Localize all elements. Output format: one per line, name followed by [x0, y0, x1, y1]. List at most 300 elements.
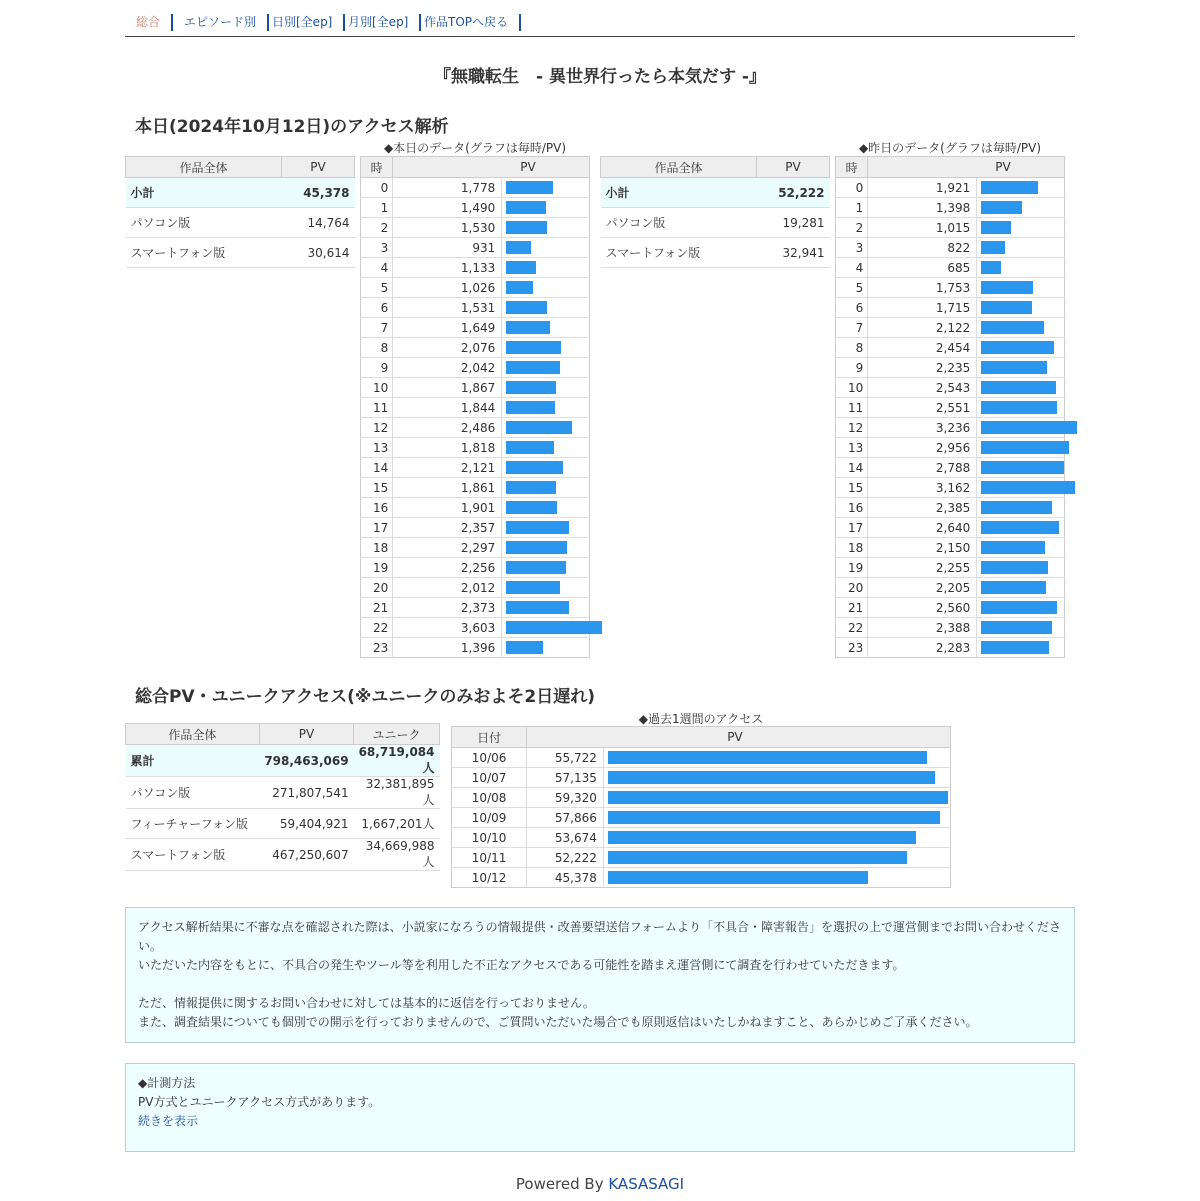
hour-row — [836, 558, 1065, 578]
hour-label: 10 — [361, 378, 393, 398]
week-row — [452, 788, 951, 808]
hour-pv-value: 2,283 — [868, 638, 977, 658]
row-value: 32,941 — [757, 238, 830, 268]
hour-row — [361, 178, 590, 198]
hour-pv-bar — [506, 641, 543, 654]
hour-row — [361, 298, 590, 318]
hour-pv-value: 1,867 — [393, 378, 502, 398]
hour-pv-bar — [981, 621, 1052, 634]
hour-pv-value: 685 — [868, 258, 977, 278]
table-row — [126, 238, 355, 268]
hour-pv-bar — [506, 341, 561, 354]
total-summary-table — [125, 723, 440, 871]
hour-row — [361, 478, 590, 498]
kasasagi-link[interactable]: KASASAGI — [608, 1175, 685, 1193]
top-nav — [125, 11, 1075, 37]
week-date: 10/08 — [452, 788, 527, 808]
hour-pv-bar — [506, 281, 533, 294]
hour-pv-value: 2,205 — [868, 578, 977, 598]
hour-label: 6 — [836, 298, 868, 318]
week-date: 10/07 — [452, 768, 527, 788]
hour-row — [836, 398, 1065, 418]
week-date: 10/06 — [452, 748, 527, 768]
hour-label: 7 — [836, 318, 868, 338]
hour-row — [361, 358, 590, 378]
row-label: パソコン版 — [601, 208, 757, 238]
hour-pv-bar — [506, 501, 557, 514]
hour-pv-value: 2,373 — [393, 598, 502, 618]
hour-label: 15 — [836, 478, 868, 498]
hour-bar-cell — [502, 198, 590, 218]
hour-pv-bar — [506, 621, 602, 634]
notice-spacer — [138, 975, 1062, 994]
hour-bar-cell — [977, 318, 1065, 338]
week-date: 10/12 — [452, 868, 527, 888]
hour-pv-value: 2,357 — [393, 518, 502, 538]
hour-label: 23 — [836, 638, 868, 658]
hour-row — [836, 318, 1065, 338]
hour-row — [361, 498, 590, 518]
col-date: 日付 — [452, 727, 527, 748]
hour-bar-cell — [977, 438, 1065, 458]
hour-pv-value: 1,015 — [868, 218, 977, 238]
week-pv-bar — [608, 851, 907, 864]
table-row — [126, 178, 355, 208]
week-row — [452, 808, 951, 828]
hour-pv-value: 2,076 — [393, 338, 502, 358]
row-unique: 32,381,895人 — [354, 777, 440, 809]
week-bar-cell — [603, 748, 950, 768]
hour-row — [836, 338, 1065, 358]
col-pv: PV — [868, 157, 1065, 178]
hour-row — [361, 638, 590, 658]
hour-label: 22 — [836, 618, 868, 638]
hour-bar-cell — [977, 498, 1065, 518]
hour-bar-cell — [502, 578, 590, 598]
hour-row — [361, 578, 590, 598]
row-pv: 798,463,069 — [259, 745, 353, 777]
hour-pv-bar — [981, 461, 1064, 474]
table-row — [126, 208, 355, 238]
hour-pv-bar — [981, 541, 1045, 554]
week-pv-bar — [608, 811, 940, 824]
hour-row — [361, 318, 590, 338]
hour-pv-value: 1,396 — [393, 638, 502, 658]
hour-pv-value: 2,256 — [393, 558, 502, 578]
hour-bar-cell — [502, 178, 590, 198]
hour-pv-bar — [981, 221, 1011, 234]
footer — [125, 1175, 1075, 1193]
week-date: 10/09 — [452, 808, 527, 828]
hour-pv-value: 2,640 — [868, 518, 977, 538]
hour-pv-value: 2,385 — [868, 498, 977, 518]
week-date: 10/10 — [452, 828, 527, 848]
hour-bar-cell — [502, 218, 590, 238]
row-value: 19,281 — [757, 208, 830, 238]
hour-label: 13 — [836, 438, 868, 458]
hour-pv-value: 1,531 — [393, 298, 502, 318]
hour-row — [836, 638, 1065, 658]
col-hour: 時 — [361, 157, 393, 178]
hour-bar-cell — [502, 638, 590, 658]
week-pv-value: 59,320 — [527, 788, 604, 808]
hour-label: 17 — [836, 518, 868, 538]
hour-row — [361, 438, 590, 458]
hour-bar-cell — [502, 418, 590, 438]
table-row — [126, 839, 440, 871]
row-label: 累計 — [126, 745, 260, 777]
week-bar-cell — [603, 848, 950, 868]
hour-label: 14 — [361, 458, 393, 478]
hour-pv-value: 931 — [393, 238, 502, 258]
hour-pv-value: 822 — [868, 238, 977, 258]
hour-label: 17 — [361, 518, 393, 538]
hour-bar-cell — [977, 238, 1065, 258]
hour-pv-bar — [506, 361, 560, 374]
hour-label: 0 — [361, 178, 393, 198]
hour-label: 15 — [361, 478, 393, 498]
table-row — [126, 777, 440, 809]
hour-row — [836, 598, 1065, 618]
table-row — [126, 745, 440, 777]
hour-pv-value: 1,778 — [393, 178, 502, 198]
hour-pv-value: 2,543 — [868, 378, 977, 398]
hour-label: 14 — [836, 458, 868, 478]
week-row — [452, 848, 951, 868]
hour-pv-bar — [981, 201, 1022, 214]
week-pv-bar — [608, 791, 948, 804]
hour-pv-bar — [506, 481, 556, 494]
hour-pv-bar — [981, 341, 1054, 354]
show-more-link[interactable]: 続きを表示 — [138, 1114, 199, 1128]
week-caption: ◆過去1週間のアクセス — [638, 712, 764, 726]
hour-pv-bar — [506, 421, 572, 434]
hour-row — [361, 238, 590, 258]
hour-label: 9 — [836, 358, 868, 378]
hour-pv-value: 1,715 — [868, 298, 977, 318]
row-unique: 1,667,201人 — [354, 809, 440, 839]
hour-label: 6 — [361, 298, 393, 318]
work-title: 『無職転生 - 異世界行ったら本気だす -』 — [434, 67, 766, 87]
col-work: 作品全体 — [126, 724, 260, 745]
hour-label: 11 — [836, 398, 868, 418]
hour-pv-value: 3,603 — [393, 618, 502, 638]
col-pv: PV — [259, 724, 353, 745]
row-label: 小計 — [126, 178, 282, 208]
hour-pv-value: 2,255 — [868, 558, 977, 578]
row-value: 14,764 — [282, 208, 355, 238]
hour-bar-cell — [977, 298, 1065, 318]
method-title: ◆計測方法 — [138, 1076, 196, 1090]
hour-row — [361, 338, 590, 358]
hour-row — [361, 398, 590, 418]
week-pv-value: 57,866 — [527, 808, 604, 828]
row-label: スマートフォン版 — [126, 238, 282, 268]
hour-bar-cell — [977, 178, 1065, 198]
hour-bar-cell — [977, 578, 1065, 598]
week-bar-cell — [603, 868, 950, 888]
hour-pv-value: 2,551 — [868, 398, 977, 418]
hour-pv-value: 1,818 — [393, 438, 502, 458]
hour-pv-bar — [981, 361, 1047, 374]
hour-row — [361, 538, 590, 558]
hour-row — [361, 558, 590, 578]
today-caption: ◆本日のデータ(グラフは毎時/PV) — [383, 141, 567, 155]
nav-summary[interactable]: 総合 — [125, 14, 173, 31]
hour-pv-bar — [506, 221, 547, 234]
hour-label: 21 — [361, 598, 393, 618]
hour-row — [836, 518, 1065, 538]
hour-label: 5 — [836, 278, 868, 298]
hour-pv-bar — [506, 401, 555, 414]
hour-row — [361, 258, 590, 278]
week-pv-value: 57,135 — [527, 768, 604, 788]
hour-bar-cell — [977, 218, 1065, 238]
hour-row — [361, 598, 590, 618]
hour-bar-cell — [502, 358, 590, 378]
week-pv-value: 52,222 — [527, 848, 604, 868]
hour-bar-cell — [502, 538, 590, 558]
hour-bar-cell — [977, 478, 1065, 498]
hour-bar-cell — [977, 558, 1065, 578]
notice-line: ただ、情報提供に関するお問い合わせに対しては基本的に返信を行っておりません。 — [138, 996, 595, 1010]
hour-label: 3 — [361, 238, 393, 258]
notice-line: また、調査結果についても個別での開示を行っておりませんので、ご質問いただいた場合でも原則返信はいたしかねますこと、あらかじめご了承ください。 — [138, 1015, 978, 1029]
hour-row — [361, 378, 590, 398]
hour-label: 18 — [836, 538, 868, 558]
hour-pv-bar — [506, 461, 563, 474]
today-hourly-table — [360, 156, 590, 658]
week-bar-cell — [603, 768, 950, 788]
week-bar-cell — [603, 788, 950, 808]
week-date: 10/11 — [452, 848, 527, 868]
hour-pv-value: 2,956 — [868, 438, 977, 458]
hour-row — [836, 298, 1065, 318]
hour-bar-cell — [502, 318, 590, 338]
hour-label: 12 — [361, 418, 393, 438]
hour-bar-cell — [502, 558, 590, 578]
hour-row — [836, 478, 1065, 498]
hour-pv-bar — [981, 301, 1032, 314]
hour-pv-bar — [506, 581, 560, 594]
hour-row — [836, 238, 1065, 258]
hour-row — [361, 618, 590, 638]
hour-label: 22 — [361, 618, 393, 638]
hour-pv-bar — [981, 501, 1052, 514]
hour-pv-value: 2,388 — [868, 618, 977, 638]
hour-bar-cell — [977, 378, 1065, 398]
hour-pv-value: 1,398 — [868, 198, 977, 218]
hour-pv-bar — [506, 261, 536, 274]
notice-line: いただいた内容をもとに、不具合の発生やツール等を利用した不正なアクセスである可能性を踏まえ運営側にて調査を行わせていただきます。 — [138, 958, 905, 972]
week-row — [452, 868, 951, 888]
hour-label: 0 — [836, 178, 868, 198]
hour-pv-bar — [981, 641, 1049, 654]
notice-box — [125, 907, 1075, 1043]
hour-pv-bar — [981, 181, 1038, 194]
hour-pv-bar — [506, 381, 556, 394]
hour-pv-bar — [506, 241, 531, 254]
hour-pv-value: 3,236 — [868, 418, 977, 438]
hour-pv-bar — [506, 301, 547, 314]
hour-bar-cell — [977, 538, 1065, 558]
row-label: パソコン版 — [126, 777, 260, 809]
hour-pv-value: 2,235 — [868, 358, 977, 378]
hour-pv-bar — [981, 561, 1048, 574]
hour-bar-cell — [977, 338, 1065, 358]
nav-daily[interactable]: 日別[全ep] — [261, 14, 345, 31]
hour-label: 21 — [836, 598, 868, 618]
row-unique: 68,719,084人 — [354, 745, 440, 777]
hour-pv-value: 1,844 — [393, 398, 502, 418]
week-row — [452, 768, 951, 788]
hour-pv-value: 2,788 — [868, 458, 977, 478]
row-pv: 59,404,921 — [259, 809, 353, 839]
hour-pv-bar — [506, 601, 569, 614]
hour-pv-bar — [506, 201, 546, 214]
hour-bar-cell — [502, 258, 590, 278]
nav-episode[interactable]: エピソード別 — [173, 14, 269, 31]
hour-label: 18 — [361, 538, 393, 558]
hour-bar-cell — [502, 378, 590, 398]
row-label: パソコン版 — [126, 208, 282, 238]
hour-label: 16 — [361, 498, 393, 518]
week-pv-bar — [608, 871, 868, 884]
yesterday-summary-table — [600, 156, 830, 268]
hour-bar-cell — [502, 458, 590, 478]
hour-label: 23 — [361, 638, 393, 658]
hour-pv-value: 1,530 — [393, 218, 502, 238]
col-pv: PV — [282, 157, 355, 178]
table-row — [601, 178, 830, 208]
hour-pv-value: 2,150 — [868, 538, 977, 558]
hour-label: 2 — [836, 218, 868, 238]
hour-row — [836, 578, 1065, 598]
nav-monthly[interactable]: 月別[全ep] — [337, 14, 421, 31]
hour-pv-value: 2,454 — [868, 338, 977, 358]
today-summary-table — [125, 156, 355, 268]
hour-row — [836, 498, 1065, 518]
hour-label: 7 — [361, 318, 393, 338]
hour-pv-value: 1,753 — [868, 278, 977, 298]
week-pv-value: 55,722 — [527, 748, 604, 768]
hour-label: 11 — [361, 398, 393, 418]
hour-pv-bar — [981, 401, 1057, 414]
hour-pv-value: 1,921 — [868, 178, 977, 198]
hour-label: 4 — [361, 258, 393, 278]
hour-pv-value: 2,012 — [393, 578, 502, 598]
hour-row — [836, 538, 1065, 558]
row-pv: 467,250,607 — [259, 839, 353, 871]
hour-label: 8 — [361, 338, 393, 358]
hour-pv-bar — [506, 521, 569, 534]
hour-row — [836, 438, 1065, 458]
hour-bar-cell — [977, 598, 1065, 618]
hour-row — [836, 378, 1065, 398]
week-table — [451, 726, 951, 888]
col-work: 作品全体 — [126, 157, 282, 178]
method-box — [125, 1063, 1075, 1152]
hour-row — [836, 358, 1065, 378]
hour-label: 9 — [361, 358, 393, 378]
hour-row — [836, 178, 1065, 198]
hour-pv-value: 1,133 — [393, 258, 502, 278]
hour-bar-cell — [977, 358, 1065, 378]
week-pv-value: 45,378 — [527, 868, 604, 888]
hour-pv-bar — [981, 281, 1033, 294]
row-value: 52,222 — [757, 178, 830, 208]
hour-bar-cell — [502, 518, 590, 538]
hour-row — [836, 218, 1065, 238]
hour-pv-value: 2,297 — [393, 538, 502, 558]
col-unique: ユニーク — [354, 724, 440, 745]
hour-label: 16 — [836, 498, 868, 518]
nav-back-to-top[interactable]: 作品TOPへ戻る — [413, 14, 521, 31]
hour-label: 19 — [836, 558, 868, 578]
week-pv-bar — [608, 751, 927, 764]
hour-pv-bar — [506, 441, 554, 454]
hour-row — [361, 198, 590, 218]
hour-pv-bar — [981, 381, 1056, 394]
hour-label: 12 — [836, 418, 868, 438]
hour-bar-cell — [502, 298, 590, 318]
hour-pv-value: 2,121 — [393, 458, 502, 478]
hour-row — [836, 258, 1065, 278]
hour-row — [361, 218, 590, 238]
hour-label: 20 — [836, 578, 868, 598]
footer-prefix: Powered By — [515, 1175, 609, 1193]
hour-pv-bar — [981, 441, 1069, 454]
col-pv: PV — [757, 157, 830, 178]
yesterday-hourly-table — [835, 156, 1065, 658]
hour-bar-cell — [977, 198, 1065, 218]
hour-bar-cell — [977, 258, 1065, 278]
hour-label: 13 — [361, 438, 393, 458]
hour-label: 4 — [836, 258, 868, 278]
week-bar-cell — [603, 808, 950, 828]
hour-pv-bar — [981, 321, 1044, 334]
hour-row — [361, 418, 590, 438]
row-label: 小計 — [601, 178, 757, 208]
table-row — [601, 208, 830, 238]
row-value: 45,378 — [282, 178, 355, 208]
hour-pv-bar — [981, 601, 1057, 614]
row-label: スマートフォン版 — [126, 839, 260, 871]
hour-label: 2 — [361, 218, 393, 238]
hour-pv-value: 2,560 — [868, 598, 977, 618]
col-hour: 時 — [836, 157, 868, 178]
hour-bar-cell — [502, 618, 590, 638]
hour-pv-bar — [981, 481, 1075, 494]
hour-row — [836, 278, 1065, 298]
hour-pv-value: 1,026 — [393, 278, 502, 298]
hour-bar-cell — [977, 398, 1065, 418]
hour-bar-cell — [502, 438, 590, 458]
today-heading: 本日(2024年10月12日)のアクセス解析 — [135, 117, 449, 137]
week-row — [452, 748, 951, 768]
total-heading: 総合PV・ユニークアクセス(※ユニークのみおよそ2日遅れ) — [135, 687, 595, 707]
hour-pv-value: 1,901 — [393, 498, 502, 518]
col-pv: PV — [393, 157, 590, 178]
hour-label: 3 — [836, 238, 868, 258]
hour-row — [361, 458, 590, 478]
hour-pv-value: 3,162 — [868, 478, 977, 498]
hour-bar-cell — [502, 598, 590, 618]
hour-bar-cell — [977, 518, 1065, 538]
hour-row — [836, 198, 1065, 218]
hour-pv-bar — [981, 581, 1046, 594]
method-text: PV方式とユニークアクセス方式があります。 — [138, 1095, 381, 1109]
